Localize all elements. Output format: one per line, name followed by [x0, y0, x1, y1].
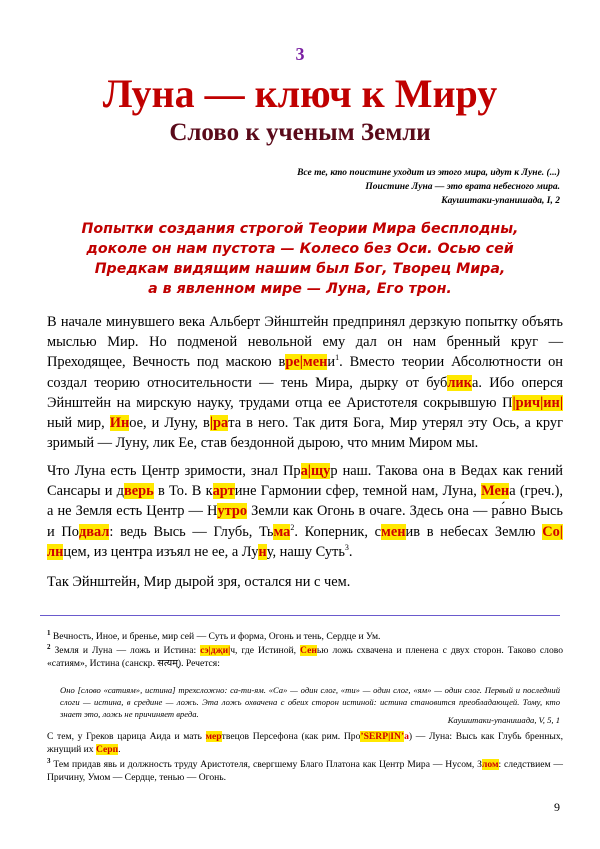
- footnote-text: Вечность, Иное, и бренье, мир сей — Суть и форма, Огонь и тень, Сердце и Ум.: [50, 631, 381, 642]
- highlight: двал: [78, 523, 110, 540]
- footnote-1: [47, 630, 563, 643]
- footnote-ref[interactable]: 1: [335, 353, 340, 363]
- text-run: В начале минувшего века Альберт Эйнштейн предпринял дерзкую попытку объять мыслью Мир. Но подменой невольной ему дал он нам бренный круг — Преходящее, Вечность под маскою в: [47, 314, 563, 371]
- epigraph: [140, 166, 560, 208]
- highlight: Со|лн: [47, 523, 563, 560]
- text-run: .: [348, 543, 353, 560]
- footnote-2-continued: [47, 730, 563, 756]
- highlight: а|щу: [300, 463, 331, 479]
- text-run: Что Луна есть Центр зримости, знал Пр: [47, 463, 301, 479]
- highlight: мен: [381, 523, 406, 540]
- highlight: утро: [217, 503, 248, 520]
- page-number: 9: [554, 800, 560, 814]
- text-run: у, нашу Суть: [266, 543, 345, 560]
- text-run: ный мир,: [47, 415, 110, 432]
- text-run: Земли как Огонь в очаге. Здесь она — ра́вно Высь и По: [47, 503, 563, 540]
- motto-line-4: а в явленном мире — Луна, Его трон.: [148, 281, 452, 297]
- motto-line-1: Попытки создания строгой Теории Мира бесплодны,: [81, 221, 519, 237]
- footnote-text: : следствием — Причину, Умом — Сердце, тенью — Огонь.: [47, 759, 563, 783]
- highlight: ма: [273, 523, 291, 540]
- highlight: Мен: [481, 483, 510, 500]
- footnote-text: ч, где Истиной,: [230, 645, 301, 656]
- highlight: лом: [481, 759, 499, 770]
- footnote-ref[interactable]: 3: [344, 543, 349, 553]
- epigraph-line-2: Поистине Луна — это врата небесного мира.: [365, 182, 560, 192]
- text-run: р наш. Такова она в Ведах как гений Сансары и д: [47, 463, 563, 500]
- page-title: Луна — ключ к Миру: [102, 71, 498, 116]
- footnote-text: .: [118, 744, 121, 755]
- footnote-quote: Оно [слово «сатиям», истина] трехсложно: са-ти-ям. «Са» — один слог, «ти» — один слог, «ям» — один слог. Первый и последний слоги — истина, в средине — ложь. Эта ложь охвачена с обеих сторон истиной: истина становится преобладающей. Тому, кто знает это, ложь не причиняет вреда.: [60, 685, 560, 719]
- text-run: та в него. Так дитя Бога, Мир утерял эту Ось, а круг зримый — Луну, лик Ее, став бездонной дырою, что мним Миром мы.: [47, 415, 564, 452]
- epigraph-line-1: Все те, кто поистине уходит из этого мира, идут к Луне. (...): [297, 168, 560, 178]
- motto-line-2: доколе он нам пустота — Колесо без Оси. Осью сей: [86, 241, 514, 257]
- footnote-text: С тем, у Греков царица Аида и мать: [47, 731, 206, 742]
- footnote-text: ) — Луна: Высь как Глубь бренных, жнущий их: [47, 731, 564, 755]
- chapter-number: 3: [295, 44, 305, 64]
- highlight: верь: [124, 483, 154, 500]
- text-run: . Коперник, с: [294, 523, 382, 540]
- footnote-number: 1: [47, 628, 51, 637]
- paragraph-3: Так Эйнштейн, Мир дырой зря, остался ни с чем.: [47, 574, 351, 590]
- footnote-text: твецов Персефона (как рим. Про: [221, 731, 361, 742]
- footnote-2: [47, 644, 563, 670]
- text-run: в То. В к: [153, 483, 213, 500]
- highlight: |ра: [209, 415, 229, 432]
- motto: [0, 219, 600, 299]
- footnote-text: Тем придав явь и должность труду Аристотеля, свергшему Благо Платона как Центр Мира — Нусом, З: [50, 759, 482, 770]
- highlight: Серп: [95, 744, 119, 755]
- footnote-text: Земля и Луна — ложь и Истина:: [50, 645, 201, 656]
- highlight: мер: [205, 731, 222, 742]
- epigraph-source: Каушитаки-упанишада, I, 2: [441, 196, 560, 206]
- footnote-number: 2: [47, 642, 51, 651]
- highlight: ре|мен: [285, 354, 328, 371]
- text-run: : ведь Высь — Глубь, Ть: [109, 523, 274, 540]
- text-run: и: [327, 354, 336, 371]
- footnote-number: 3: [47, 756, 51, 765]
- highlight: лик: [447, 374, 472, 391]
- text-run: ое, и Луну, в: [129, 415, 210, 432]
- text-run: цем, из центра изъял не ее, а Лу: [63, 543, 259, 560]
- footnote-3: [47, 758, 563, 784]
- text-run: ине Гармонии сфер, темной нам, Луна,: [234, 483, 482, 500]
- quote-source: Каушитаки-упанишада, V, 5, 1: [447, 715, 560, 725]
- text-run: а. Ибо оперся Эйнштейн на мирскую науку, трудами отца ее Аристотеля сокрывшую П: [47, 374, 563, 411]
- footnote-divider: [40, 615, 560, 616]
- highlight: сэ|дҗи|: [200, 645, 231, 656]
- motto-line-3: Предкам видящим нашим был Бог, Творец Мира,: [94, 261, 506, 277]
- highlight: ’SERP|IN’: [360, 731, 405, 742]
- page-subtitle: Слово к ученым Земли: [169, 119, 431, 146]
- highlight: н: [258, 543, 267, 560]
- highlight: |рич|ин|: [512, 394, 563, 411]
- footnote-ref[interactable]: 2: [290, 522, 295, 532]
- highlight: a: [404, 731, 409, 742]
- highlight: Сен: [300, 645, 317, 656]
- highlight: Ин: [109, 415, 130, 432]
- footnote-text: ью ложь схвачена и пленена с двух сторон. Таково слово «сатиям», Истина (санскр. सत्यम्). Речется:: [47, 645, 564, 669]
- paragraph-1: [47, 312, 563, 453]
- text-run: ив в небесах Землю: [405, 523, 543, 540]
- paragraph-2: [47, 461, 563, 562]
- text-run: . Вместо теории Абсолютности он создал теорию относительности — тень Мира, дырку от буб: [47, 354, 563, 391]
- text-run: а (греч.), а не Земля есть Центр — Н: [47, 483, 563, 520]
- highlight: арт: [212, 483, 235, 500]
